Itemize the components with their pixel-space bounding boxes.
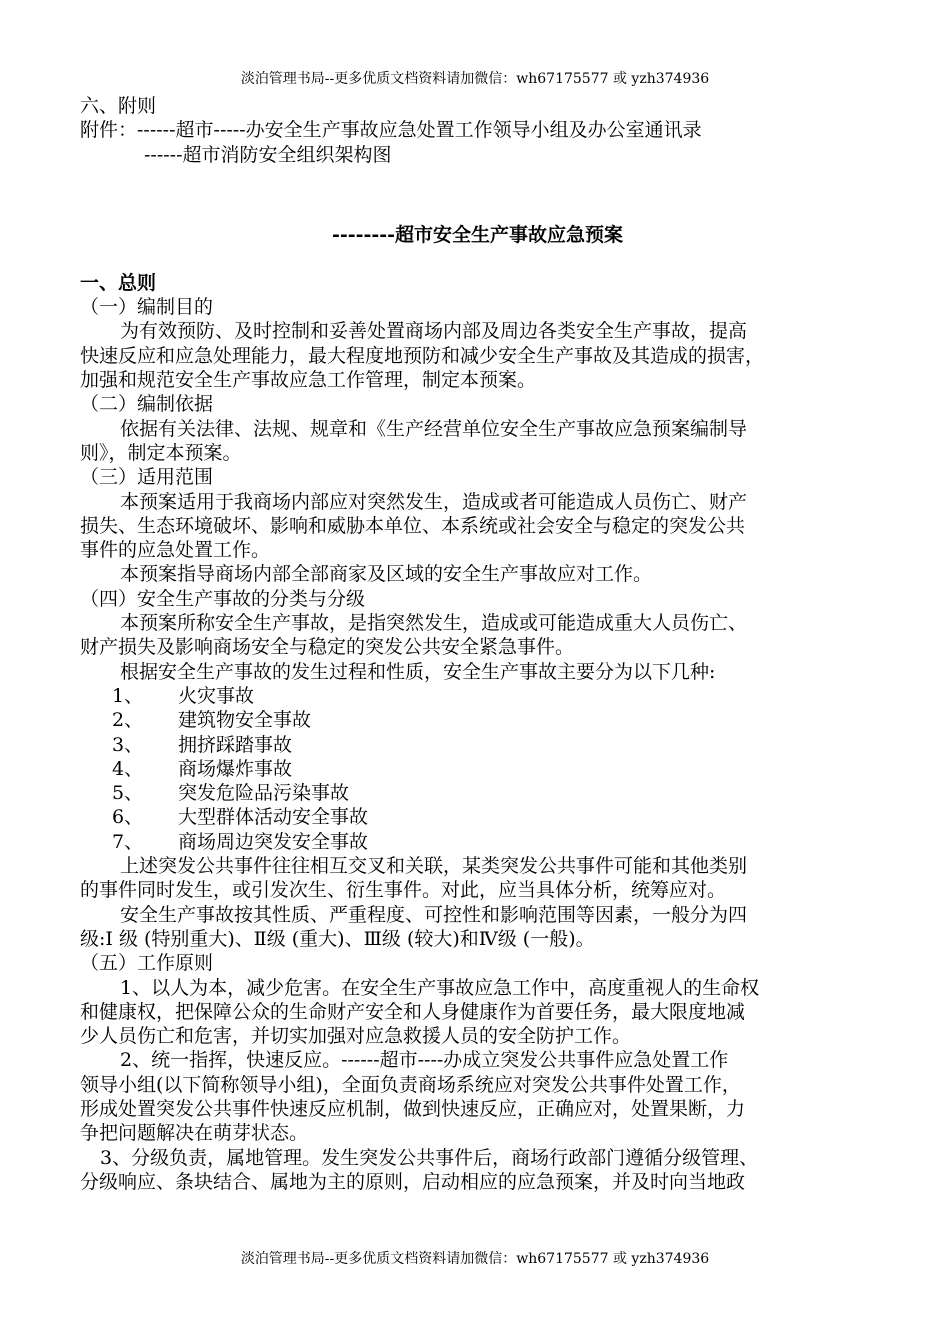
paragraph-line: 领导小组(以下简称领导小组)，全面负责商场系统应对突发公共事件处置工作， [80, 1073, 741, 1096]
paragraph-line: 加强和规范安全生产事故应急工作管理，制定本预案。 [80, 369, 537, 392]
paragraph-line: 本预案指导商场内部全部商家及区域的安全生产事故应对工作。 [120, 563, 653, 586]
list-item [80, 708, 875, 732]
paragraph-line: 则》，制定本预案。 [80, 441, 242, 464]
paragraph-line: 事件的应急处置工作。 [80, 539, 271, 562]
list-text: 拥挤踩踏事故 [178, 733, 293, 756]
list-item [80, 733, 875, 757]
list-number: 3、 [112, 733, 144, 756]
list-item [80, 805, 875, 829]
paragraph-line: 1、以人为本，减少危害。在安全生产事故应急工作中，高度重视人的生命权 [120, 976, 760, 999]
list-text: 火灾事故 [178, 684, 255, 707]
list-number: 2、 [112, 709, 144, 732]
section-heading: 六、附则 [80, 95, 157, 117]
subsection-heading: （四）安全生产事故的分类与分级 [80, 587, 366, 610]
list-number: 5、 [112, 782, 144, 805]
paragraph-line: 本预案适用于我商场内部应对突然发生，造成或者可能造成人员伤亡、财产 [120, 490, 748, 513]
paragraph-line: 依据有关法律、法规、规章和《生产经营单位安全生产事故应急预案编制导 [120, 417, 748, 440]
list-number: 1、 [112, 684, 144, 707]
paragraph-line: 争把问题解决在萌芽状态。 [80, 1122, 309, 1145]
paragraph-line: 损失、生态环境破坏、影响和威胁本单位、本系统或社会安全与稳定的突发公共 [80, 514, 746, 537]
list-item [80, 684, 875, 708]
paragraph-line: 形成处置突发公共事件快速反应机制，做到快速反应，正确应对，处置果断，力 [80, 1097, 746, 1120]
accident-type-list [80, 684, 875, 854]
list-item [80, 781, 875, 805]
list-number: 7、 [112, 830, 144, 853]
paragraph-line: 上述突发公共事件往往相互交叉和关联，某类突发公共事件可能和其他类别 [120, 855, 748, 878]
paragraph-line: 分级响应、条块结合、属地为主的原则，启动相应的应急预案，并及时向当地政 [80, 1170, 746, 1193]
list-item [80, 830, 875, 854]
list-text: 商场爆炸事故 [178, 757, 293, 780]
paragraph-line: 的事件同时发生，或引发次生、衍生事件。对此，应当具体分析，统筹应对。 [80, 879, 727, 902]
subsection-heading: （三）适用范围 [80, 466, 214, 489]
page-footer: 淡泊管理书局--更多优质文档资料请加微信：wh67175577 或 yzh374936 [240, 1251, 710, 1267]
paragraph-line: 根据安全生产事故的发生过程和性质，安全生产事故主要分为以下几种: [120, 660, 716, 683]
list-text: 突发危险品污染事故 [178, 782, 350, 805]
list-text: 建筑物安全事故 [178, 709, 312, 732]
list-item [80, 757, 875, 781]
paragraph-line: 2、统一指挥，快速反应。------超市----办成立突发公共事件应急处置工作 [120, 1049, 729, 1072]
list-text: 商场周边突发安全事故 [178, 830, 369, 853]
subsection-heading: （五）工作原则 [80, 952, 214, 975]
paragraph-line: 和健康权，把保障公众的生命财产安全和人身健康作为首要任务，最大限度地减 [80, 1000, 746, 1023]
paragraph-line: 财产损失及影响商场安全与稳定的突发公共安全紧急事件。 [80, 636, 575, 659]
paragraph-line: 3、分级负责，属地管理。发生突发公共事件后，商场行政部门遵循分级管理、 [100, 1146, 759, 1169]
list-text: 大型群体活动安全事故 [178, 806, 369, 829]
chapter-heading: 一、总则 [80, 271, 157, 294]
page-header: 淡泊管理书局--更多优质文档资料请加微信：wh67175577 或 yzh374936 [240, 71, 710, 87]
list-number: 4、 [112, 757, 144, 780]
subsection-heading: （一）编制目的 [80, 296, 214, 319]
paragraph-line: 级:Ⅰ 级 (特别重大)、Ⅱ级 (重大)、Ⅲ级 (较大)和Ⅳ级 (一般)。 [80, 927, 595, 950]
paragraph-line: 本预案所称安全生产事故，是指突然发生，造成或可能造成重大人员伤亡、 [120, 612, 748, 635]
attachment-line: 附件：------超市-----办安全生产事故应急处置工作领导小组及办公室通讯录 [80, 119, 702, 142]
paragraph-line: 为有效预防、及时控制和妥善处置商场内部及周边各类安全生产事故，提高 [120, 320, 748, 343]
paragraph-line: 安全生产事故按其性质、严重程度、可控性和影响范围等因素，一般分为四 [120, 903, 748, 926]
document-body [80, 94, 875, 1194]
list-number: 6、 [112, 806, 144, 829]
subsection-heading: （二）编制依据 [80, 393, 214, 416]
document-title: --------超市安全生产事故应急预案 [331, 223, 624, 246]
paragraph-line: 快速反应和应急处理能力，最大程度地预防和减少安全生产事故及其造成的损害， [80, 344, 765, 367]
paragraph-line: 少人员伤亡和危害，并切实加强对应急救援人员的安全防护工作。 [80, 1025, 632, 1048]
attachment-line: ------超市消防安全组织架构图 [144, 143, 392, 166]
